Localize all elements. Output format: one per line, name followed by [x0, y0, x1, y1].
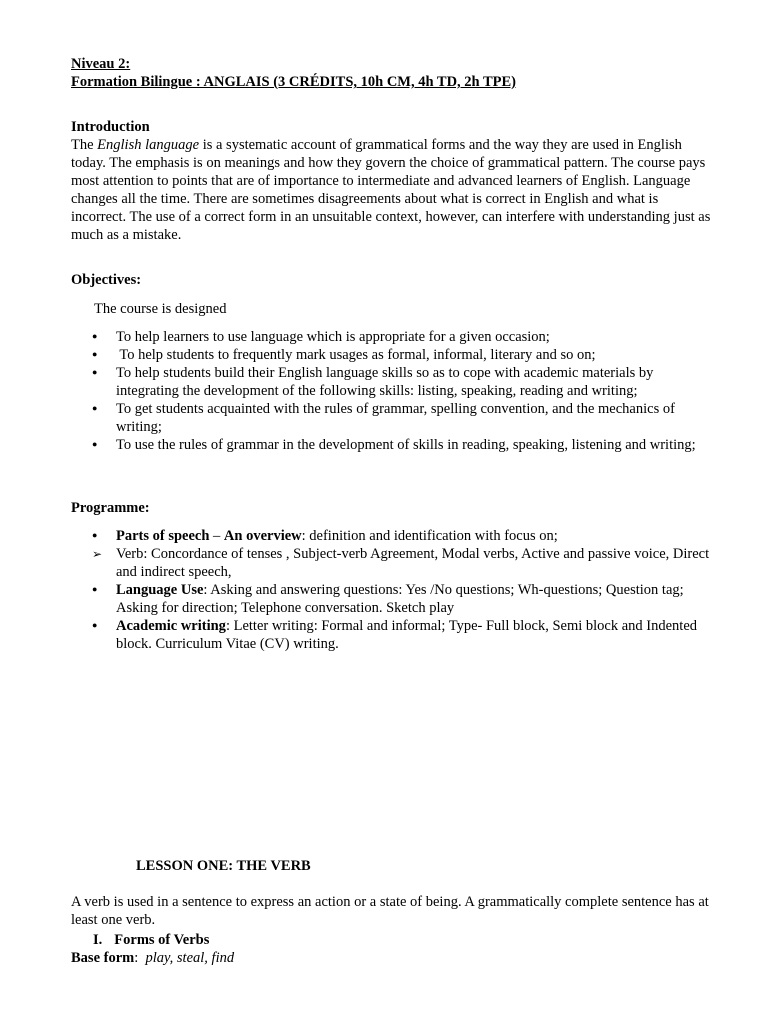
bullet-icon: [92, 400, 102, 419]
programme-item-text: : Asking and answering questions: Yes /No questions; Wh-questions; Question tag; Asking for direction; Telephone conversation. Sketch play: [116, 582, 684, 616]
objective-text: To help students build their English language skills so as to cope with academic materials by integrating the development of the following skills: listing, speaking, reading and writing;: [116, 365, 654, 399]
programme-item-bold: Academic writing: [116, 618, 226, 634]
intro-term: English language: [97, 137, 200, 153]
objective-item: [71, 328, 711, 346]
introduction-heading: Introduction: [71, 119, 150, 135]
objectives-list: [71, 328, 711, 454]
section-heading: [93, 931, 209, 949]
objective-text: To help students to frequently mark usages as formal, informal, literary and so on;: [116, 347, 596, 363]
programme-item: [71, 527, 711, 545]
intro-text-before: The: [71, 137, 98, 153]
bullet-icon: [92, 436, 102, 455]
base-form-examples: play, steal, find: [145, 950, 235, 966]
base-form-label: Base form: [71, 950, 135, 966]
level-heading: Niveau 2:: [71, 56, 131, 72]
programme-item: [71, 617, 711, 653]
programme-item-sep: –: [209, 528, 224, 544]
introduction-paragraph: [71, 136, 711, 244]
programme-item: [71, 581, 711, 617]
objective-text: To help learners to use language which is appropriate for a given occasion;: [116, 329, 550, 345]
objective-item: [71, 400, 711, 436]
lesson-intro: A verb is used in a sentence to express an action or a state of being. A grammatically complete sentence has at least one verb.: [71, 894, 709, 928]
objective-item: [71, 346, 711, 364]
programme-item-text: : Letter writing: Formal and informal; Type- Full block, Semi block and Indented block. Curriculum Vitae (CV) writing.: [116, 618, 698, 652]
programme-item-bold2: An overview: [223, 528, 302, 544]
lesson-title: LESSON ONE: THE VERB: [136, 858, 311, 874]
objective-item: [71, 436, 711, 454]
objective-text: To use the rules of grammar in the development of skills in reading, speaking, listening and writing;: [116, 437, 696, 453]
bullet-icon: [92, 527, 102, 546]
base-form-sep: :: [134, 950, 146, 966]
objectives-heading: Objectives:: [71, 272, 142, 288]
programme-item-bold: Parts of speech: [116, 528, 210, 544]
base-form-line: [71, 949, 234, 967]
course-title: Formation Bilingue : ANGLAIS (3 CRÉDITS, 10h CM, 4h TD, 2h TPE): [71, 74, 517, 90]
bullet-icon: [92, 364, 102, 383]
objectives-lead: The course is designed: [94, 301, 227, 317]
programme-item-text: Verb: Concordance of tenses , Subject-verb Agreement, Modal verbs, Active and passive voice, Direct and indirect speech,: [116, 546, 710, 580]
bullet-icon: [92, 581, 102, 600]
section-title: Forms of Verbs: [114, 932, 210, 948]
programme-item: [71, 545, 711, 581]
section-number: I.: [93, 932, 103, 948]
programme-item-text: : definition and identification with focus on;: [301, 528, 558, 544]
bullet-icon: [92, 617, 102, 636]
programme-item-bold: Language Use: [116, 582, 204, 598]
programme-list: [71, 527, 711, 653]
arrow-bullet-icon: [92, 545, 102, 563]
objective-item: [71, 364, 711, 400]
bullet-icon: [92, 346, 102, 365]
objective-text: To get students acquainted with the rules of grammar, spelling convention, and the mechanics of writing;: [116, 401, 675, 435]
bullet-icon: [92, 328, 102, 347]
programme-heading: Programme:: [71, 500, 150, 516]
intro-text-after: is a systematic account of grammatical forms and the way they are used in English today. The emphasis is on meanings and how they govern the choice of grammatical pattern. The course pays most attention to points that are of importance to intermediate and advanced learners of English. Language changes all the time. There are sometimes disagreements about what is correct in English and what is incorrect. The use of a correct form in an unsuitable context, however, can interfere with understanding just as much as a mistake.: [71, 137, 711, 243]
